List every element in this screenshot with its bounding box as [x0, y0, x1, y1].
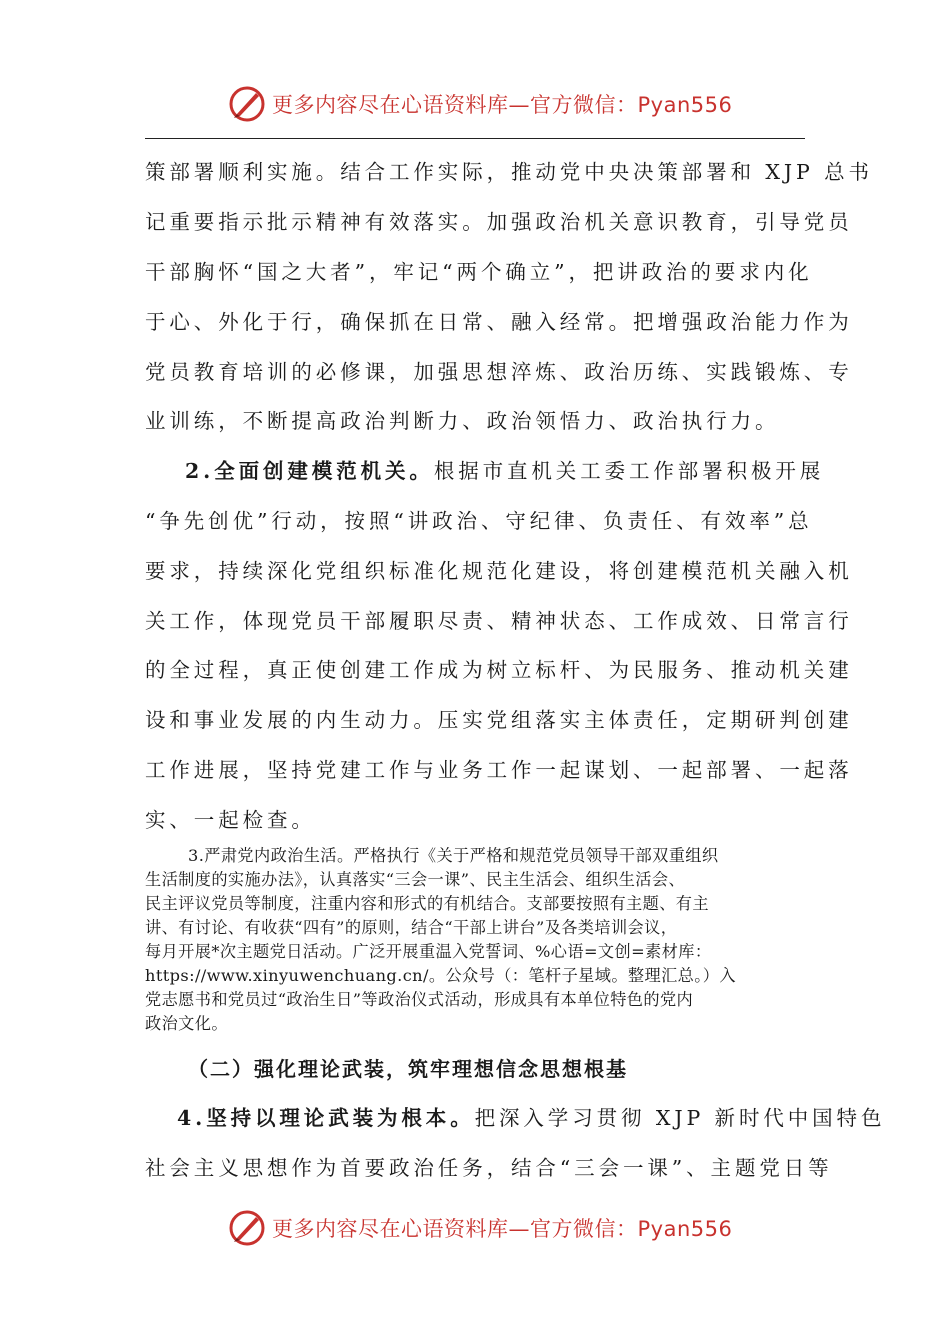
text-line: 策部署顺利实施。结合工作实际，推动党中央决策部署和 XJP 总书	[145, 160, 873, 184]
paragraph-first-line	[185, 456, 825, 486]
text-line: 记重要指示批示精神有效落实。加强政治机关意识教育，引导党员	[145, 210, 853, 234]
text-line: 讲、有讨论、有收获“四有”的原则，结合“干部上讲台”及各类培训会议，	[145, 918, 678, 937]
header-banner-text: 更多内容尽在心语资料库—官方微信：Pyan556	[272, 93, 733, 117]
text-line: 工作进展，坚持党建工作与业务工作一起谋划、一起部署、一起落	[145, 758, 853, 782]
text-line: https://www.xinyuwenchuang.cn/。公众号（：笔杆子星域。整理汇总。）入	[145, 966, 736, 985]
text-line: 于心、外化于行，确保抓在日常、融入经常。把增强政治能力作为	[145, 310, 853, 334]
text-line: 生活制度的实施办法》，认真落实“三会一课”、民主生活会、组织生活会、	[145, 870, 686, 889]
text-line: 3.严肃党内政治生活。严格执行《关于严格和规范党员领导干部双重组织	[188, 846, 719, 865]
text-line: 要求，持续深化党组织标准化规范化建设，将创建模范机关融入机	[145, 559, 853, 583]
text-line: 干部胸怀“国之大者”，牢记“两个确立”，把讲政治的要求内化	[145, 260, 813, 284]
text-line: 党志愿书和党员过“政治生日”等政治仪式活动，形成具有本单位特色的党内	[145, 990, 694, 1009]
paragraph-text: 根据市直机关工委工作部署积极开展	[433, 459, 825, 483]
text-line: 关工作，体现党员干部履职尽责、精神状态、工作成效、日常言行	[145, 609, 853, 633]
header-divider	[145, 138, 805, 139]
paragraph-text: 把深入学习贯彻 XJP 新时代中国特色	[474, 1106, 886, 1130]
text-line: 每月开展*次主题党日活动。广泛开展重温入党誓词、%心语=文创=素材库：	[145, 942, 712, 961]
paragraph-first-line	[177, 1103, 886, 1133]
quill-logo-icon	[228, 85, 266, 123]
text-line: 设和事业发展的内生动力。压实党组落实主体责任，定期研判创建	[145, 708, 853, 732]
paragraph-title: 2.全面创建模范机关。	[185, 459, 434, 483]
text-line: 政治文化。	[145, 1014, 228, 1033]
text-line: 党员教育培训的必修课，加强思想淬炼、政治历练、实践锻炼、专	[145, 360, 853, 384]
footer-banner	[228, 1208, 732, 1248]
text-line: 社会主义思想作为首要政治任务，结合“三会一课”、主题党日等	[145, 1156, 833, 1180]
quill-logo-icon	[228, 1209, 266, 1247]
section-heading: （二）强化理论武装，筑牢理想信念思想根基	[188, 1057, 628, 1081]
text-line: 业训练，不断提高政治判断力、政治领悟力、政治执行力。	[145, 409, 780, 433]
text-line: 实、一起检查。	[145, 808, 316, 832]
header-banner	[228, 84, 732, 124]
text-line: 民主评议党员等制度，注重内容和形式的有机结合。支部要按照有主题、有主	[145, 894, 709, 913]
footer-banner-text: 更多内容尽在心语资料库—官方微信：Pyan556	[272, 1217, 733, 1241]
text-line: “争先创优”行动，按照“讲政治、守纪律、负责任、有效率”总	[145, 509, 813, 533]
text-line: 的全过程，真正使创建工作成为树立标杆、为民服务、推动机关建	[145, 658, 853, 682]
paragraph-title: 4.坚持以理论武装为根本。	[177, 1106, 475, 1130]
